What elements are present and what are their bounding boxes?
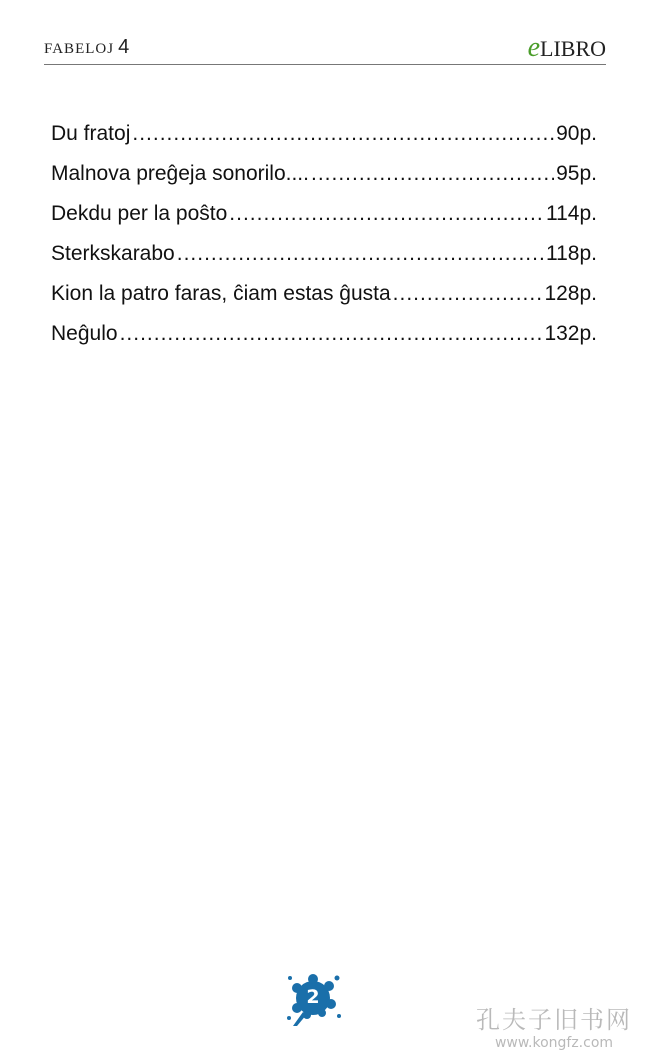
toc-entry bbox=[51, 202, 597, 242]
watermark-url: www.kongfz.com bbox=[494, 1035, 614, 1051]
toc-entry-page: 95p. bbox=[556, 162, 597, 185]
toc-entry-title: Du fratoj bbox=[51, 122, 131, 145]
toc-entry-title: Neĝulo bbox=[51, 322, 118, 345]
toc-entry-page: 128p. bbox=[544, 282, 597, 305]
toc-entry-page: 118p. bbox=[546, 242, 597, 265]
watermark-text: 孔夫子旧书网 bbox=[476, 1006, 632, 1034]
page-number: 2 bbox=[306, 986, 320, 1008]
dot-leader bbox=[132, 122, 554, 146]
toc-entry-title: Malnova preĝeja sonorilo.... bbox=[51, 162, 309, 185]
toc-entry-page: 132p. bbox=[544, 322, 597, 345]
series-number: 4 bbox=[118, 36, 130, 58]
page-header bbox=[44, 32, 606, 65]
page-number-badge bbox=[285, 968, 343, 1030]
brand-name: LIBRO bbox=[540, 36, 606, 61]
brand-initial: e bbox=[527, 32, 540, 63]
series-name: FABELOJ bbox=[44, 41, 115, 57]
toc-entry bbox=[51, 162, 597, 202]
dot-leader bbox=[120, 322, 543, 346]
toc-entry-title: Dekdu per la poŝto bbox=[51, 202, 228, 225]
toc-entry-title: Sterkskarabo bbox=[51, 242, 175, 265]
toc-entry-page: 90p. bbox=[556, 122, 597, 145]
brand-logo bbox=[528, 32, 606, 64]
toc-entry bbox=[51, 122, 597, 162]
dot-leader bbox=[177, 242, 544, 266]
table-of-contents bbox=[51, 122, 597, 362]
toc-entry bbox=[51, 282, 597, 322]
dot-leader bbox=[311, 162, 554, 186]
dot-leader bbox=[229, 202, 544, 226]
dot-leader bbox=[393, 282, 543, 306]
toc-entry-title: Kion la patro faras, ĉiam estas ĝusta bbox=[51, 282, 391, 305]
toc-entry-page: 114p. bbox=[546, 202, 597, 225]
toc-entry bbox=[51, 322, 597, 362]
series-title bbox=[44, 36, 129, 59]
toc-entry bbox=[51, 242, 597, 282]
watermark bbox=[476, 1000, 632, 1051]
